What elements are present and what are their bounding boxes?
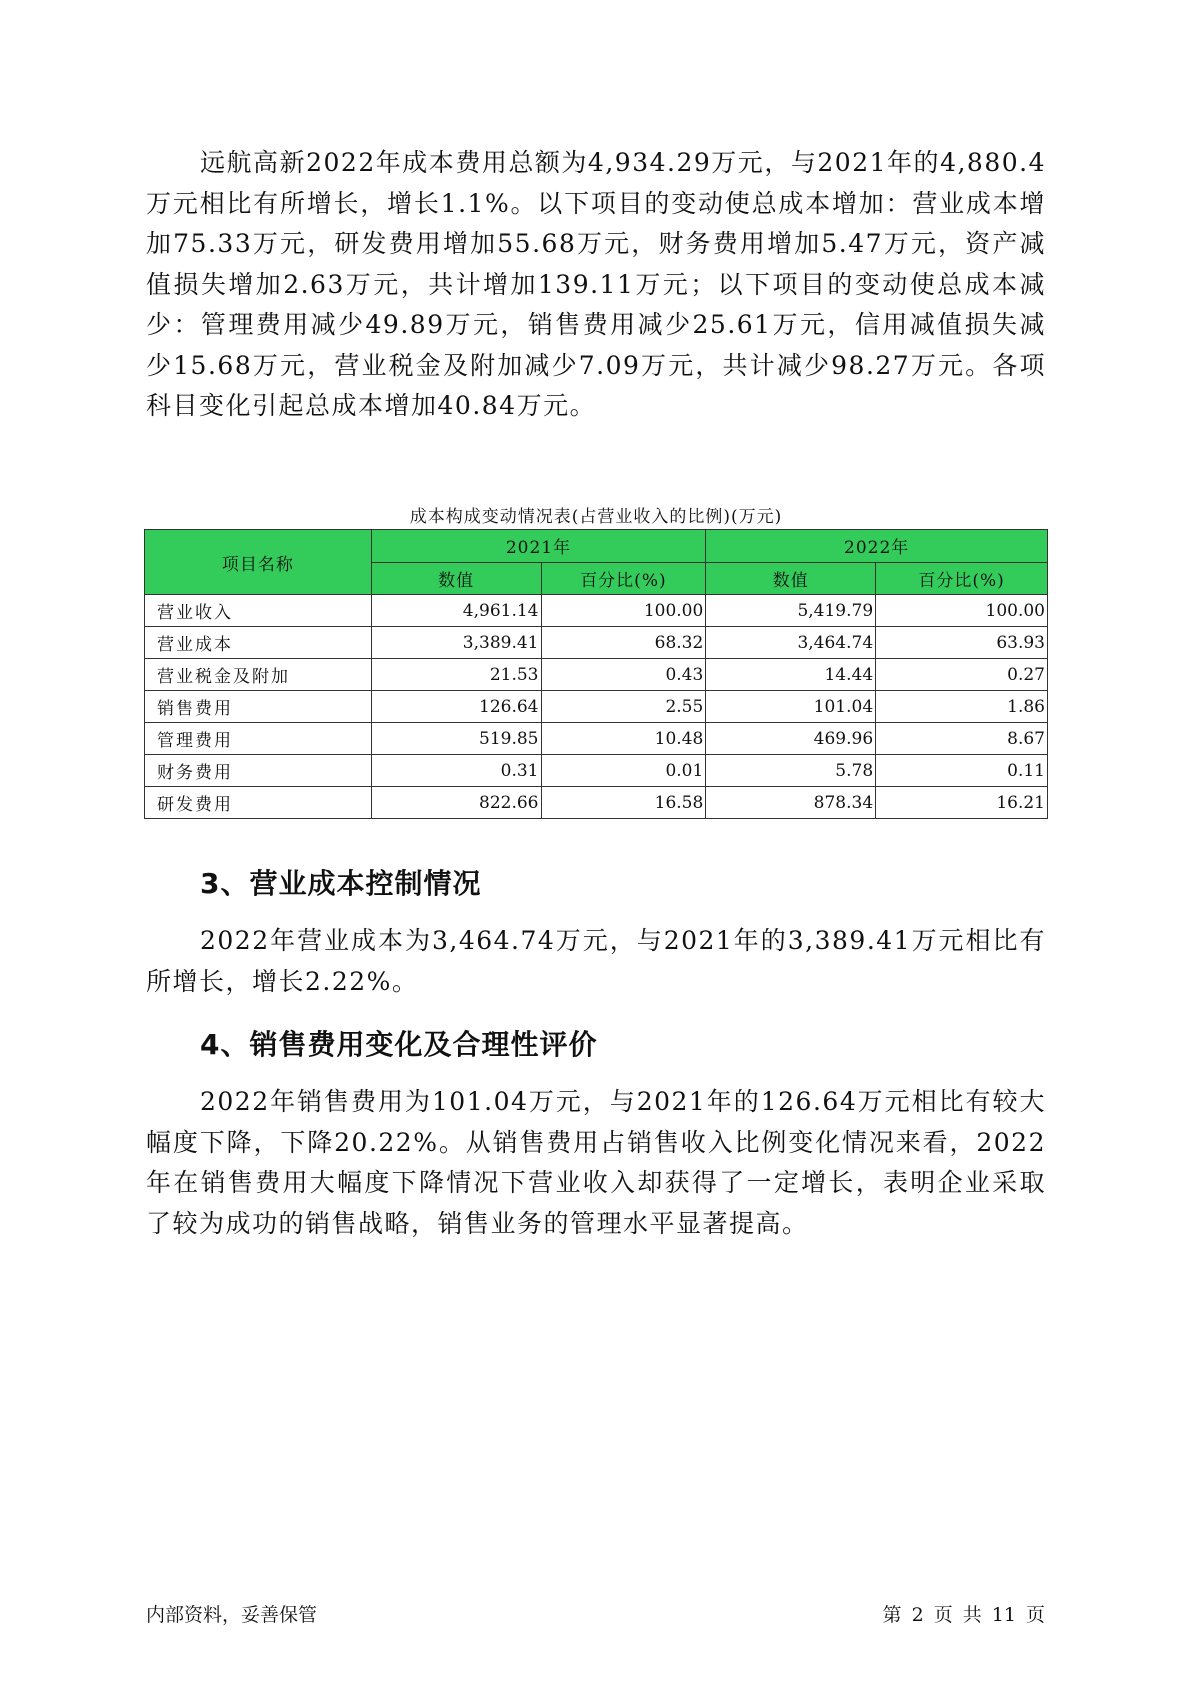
value-2022: 101.04 [706,691,876,723]
table-row [145,755,1048,787]
header-year-2021: 2021年 [371,530,706,563]
pct-2022: 1.86 [876,691,1048,723]
value-2021: 3,389.41 [371,627,541,659]
footer-confidential-note: 内部资料，妥善保管 [146,1604,318,1626]
table-row [145,787,1048,819]
value-2022: 5,419.79 [706,595,876,627]
table-header-row [145,530,1048,563]
table-caption: 成本构成变动情况表(占营业收入的比例)(万元) [409,507,783,527]
pct-2021: 10.48 [541,723,706,755]
subheader-value-2022: 数值 [706,562,876,595]
subheader-value-2021: 数值 [371,562,541,595]
subheader-pct-2022: 百分比(%) [876,562,1048,595]
pct-2022: 0.27 [876,659,1048,691]
cost-structure-table [144,529,1048,819]
header-year-2022: 2022年 [706,530,1048,563]
value-2022: 469.96 [706,723,876,755]
value-2022: 14.44 [706,659,876,691]
pct-2021: 0.01 [541,755,706,787]
intro-paragraph: 远航高新2022年成本费用总额为4,934.29万元，与2021年的4,880.4万元相比有所增长，增长1.1%。以下项目的变动使总成本增加：营业成本增加75.33万元，研发费用增加55.68万元，财务费用增加5.47万元，资产减值损失增加2.63万元，共计增加139.11万元；以下项目的变动使总成本减少：管理费用减少49.89万元，销售费用减少25.61万元，信用减值损失减少15.68万元，营业税金及附加减少7.09万元，共计减少98.27万元。各项科目变化引起总成本增加40.84万元。 [146,148,1046,420]
value-2021: 519.85 [371,723,541,755]
table-row [145,659,1048,691]
row-name: 财务费用 [145,755,372,787]
pct-2021: 16.58 [541,787,706,819]
table-row [145,723,1048,755]
value-2021: 4,961.14 [371,595,541,627]
value-2021: 126.64 [371,691,541,723]
section-4-heading: 4、销售费用变化及合理性评价 [200,1028,598,1061]
value-2021: 822.66 [371,787,541,819]
pct-2021: 68.32 [541,627,706,659]
row-name: 营业收入 [145,595,372,627]
row-name: 销售费用 [145,691,372,723]
table-row [145,595,1048,627]
pct-2021: 100.00 [541,595,706,627]
pct-2022: 0.11 [876,755,1048,787]
row-name: 管理费用 [145,723,372,755]
table-row [145,691,1048,723]
row-name: 研发费用 [145,787,372,819]
row-name: 营业成本 [145,627,372,659]
section-3-heading: 3、营业成本控制情况 [200,867,482,900]
footer-page-number: 第 2 页 共 11 页 [882,1604,1045,1626]
value-2022: 878.34 [706,787,876,819]
value-2021: 0.31 [371,755,541,787]
table-row [145,627,1048,659]
pct-2021: 2.55 [541,691,706,723]
pct-2022: 100.00 [876,595,1048,627]
pct-2022: 8.67 [876,723,1048,755]
section-3-paragraph: 2022年营业成本为3,464.74万元，与2021年的3,389.41万元相比有所增长，增长2.22%。 [146,926,1046,996]
pct-2021: 0.43 [541,659,706,691]
value-2022: 3,464.74 [706,627,876,659]
section-4-paragraph: 2022年销售费用为101.04万元，与2021年的126.64万元相比有较大幅度下降，下降20.22%。从销售费用占销售收入比例变化情况来看，2022年在销售费用大幅度下降情况下营业收入却获得了一定增长，表明企业采取了较为成功的销售战略，销售业务的管理水平显著提高。 [146,1087,1046,1238]
row-name: 营业税金及附加 [145,659,372,691]
pct-2022: 16.21 [876,787,1048,819]
header-item-name: 项目名称 [145,530,372,595]
pct-2022: 63.93 [876,627,1048,659]
value-2022: 5.78 [706,755,876,787]
subheader-pct-2021: 百分比(%) [541,562,706,595]
value-2021: 21.53 [371,659,541,691]
